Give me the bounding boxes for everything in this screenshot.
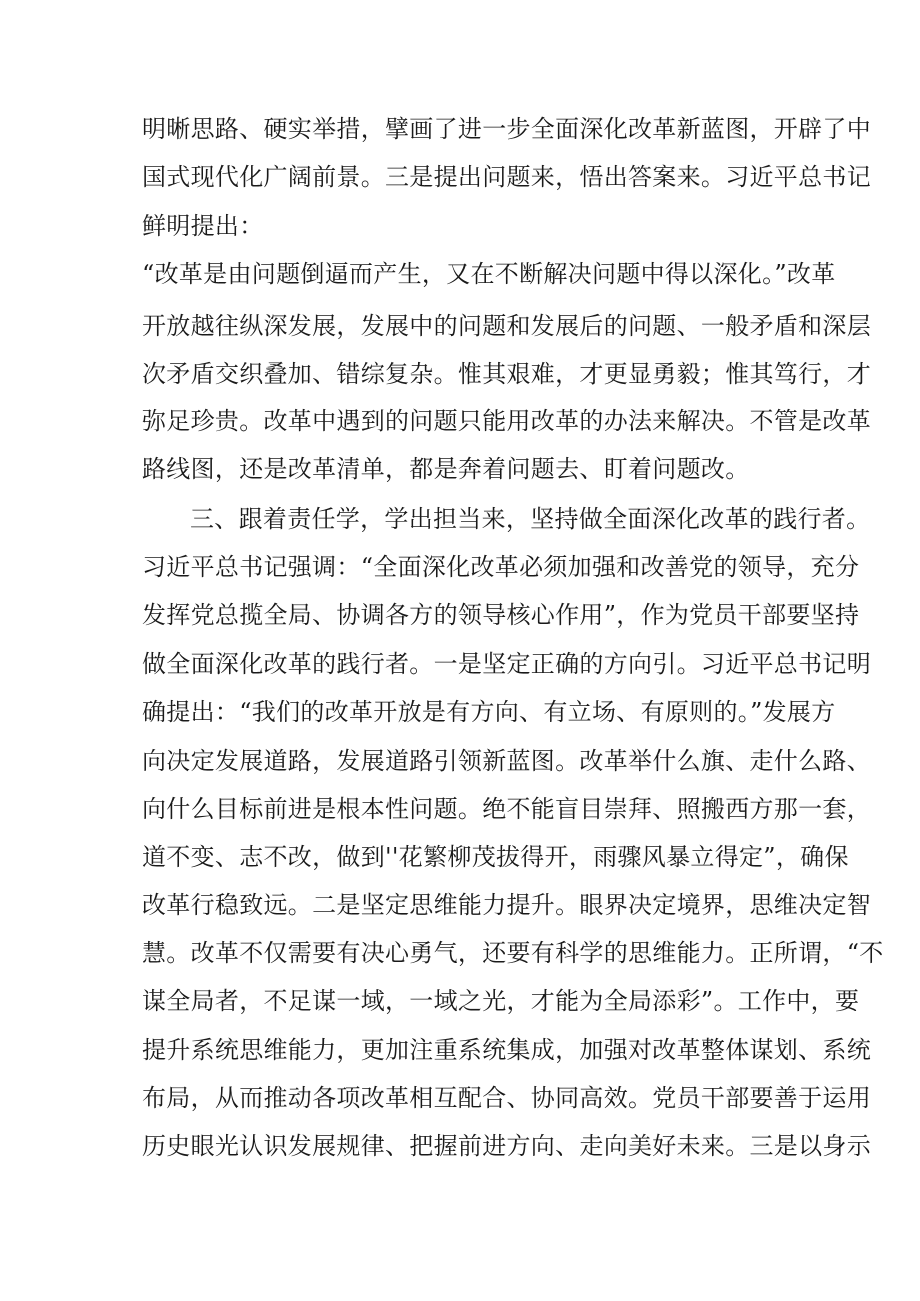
text-line-8: 路线图，还是改革清单，都是奔着问题去、盯着问题改。: [142, 455, 750, 483]
text-line-5: 开放越往纵深发展，发展中的问题和发展后的问题、一般矛盾和深层: [142, 312, 871, 340]
text-line-19: 谋全局者，不足谋一域，一域之光，才能为全局添彩”。工作中，要: [142, 987, 860, 1015]
text-line-16: 道不变、志不改，做到''花繁柳茂拔得开，雨骤风暴立得定”，确保: [142, 843, 849, 871]
text-line-3: 鲜明提出：: [142, 212, 264, 240]
text-line-13: 确提出：“我们的改革开放是有方向、有立场、有原则的。”发展方: [142, 698, 836, 726]
text-line-18: 慧。改革不仅需要有决心勇气，还要有科学的思维能力。正所谓，“不: [142, 939, 884, 967]
text-line-17: 改革行稳致远。二是坚定思维能力提升。眼界决定境界，思维决定智: [142, 891, 871, 919]
text-line-12: 做全面深化改革的践行者。一是坚定正确的方向引。习近平总书记明: [142, 650, 871, 678]
text-line-7: 弥足珍贵。改革中遇到的问题只能用改革的办法来解决。不管是改革: [142, 407, 871, 435]
text-line-1: 明晰思路、硬实举措，擘画了进一步全面深化改革新蓝图，开辟了中: [142, 115, 871, 143]
text-line-6: 次矛盾交织叠加、错综复杂。惟其艰难，才更显勇毅；惟其笃行，才: [142, 360, 871, 388]
text-line-22: 历史眼光认识发展规律、把握前进方向、走向美好未来。三是以身示: [142, 1132, 871, 1160]
section-heading-3: 三、跟着责任学，学出担当来，坚持做全面深化改革的践行者。: [190, 505, 871, 533]
text-line-10: 习近平总书记强调：“全面深化改革必须加强和改善党的领导，充分: [142, 553, 860, 581]
text-line-11: 发挥党总揽全局、协调各方的领导核心作用”，作为党员干部要坚持: [142, 601, 860, 629]
text-line-14: 向决定发展道路，发展道路引领新蓝图。改革举什么旗、走什么路、: [142, 747, 871, 775]
text-line-20: 提升系统思维能力，更加注重系统集成，加强对改革整体谋划、系统: [142, 1036, 871, 1064]
text-line-15: 向什么目标前进是根本性问题。绝不能盲目崇拜、照搬西方那一套，: [142, 795, 871, 823]
text-line-2: 国式现代化广阔前景。三是提出问题来，悟出答案来。习近平总书记: [142, 163, 871, 191]
text-line-4: “改革是由问题倒逼而产生，又在不断解决问题中得以深化。”改革: [142, 260, 836, 288]
text-line-21: 布局，从而推动各项改革相互配合、协同高效。党员干部要善于运用: [142, 1084, 871, 1112]
